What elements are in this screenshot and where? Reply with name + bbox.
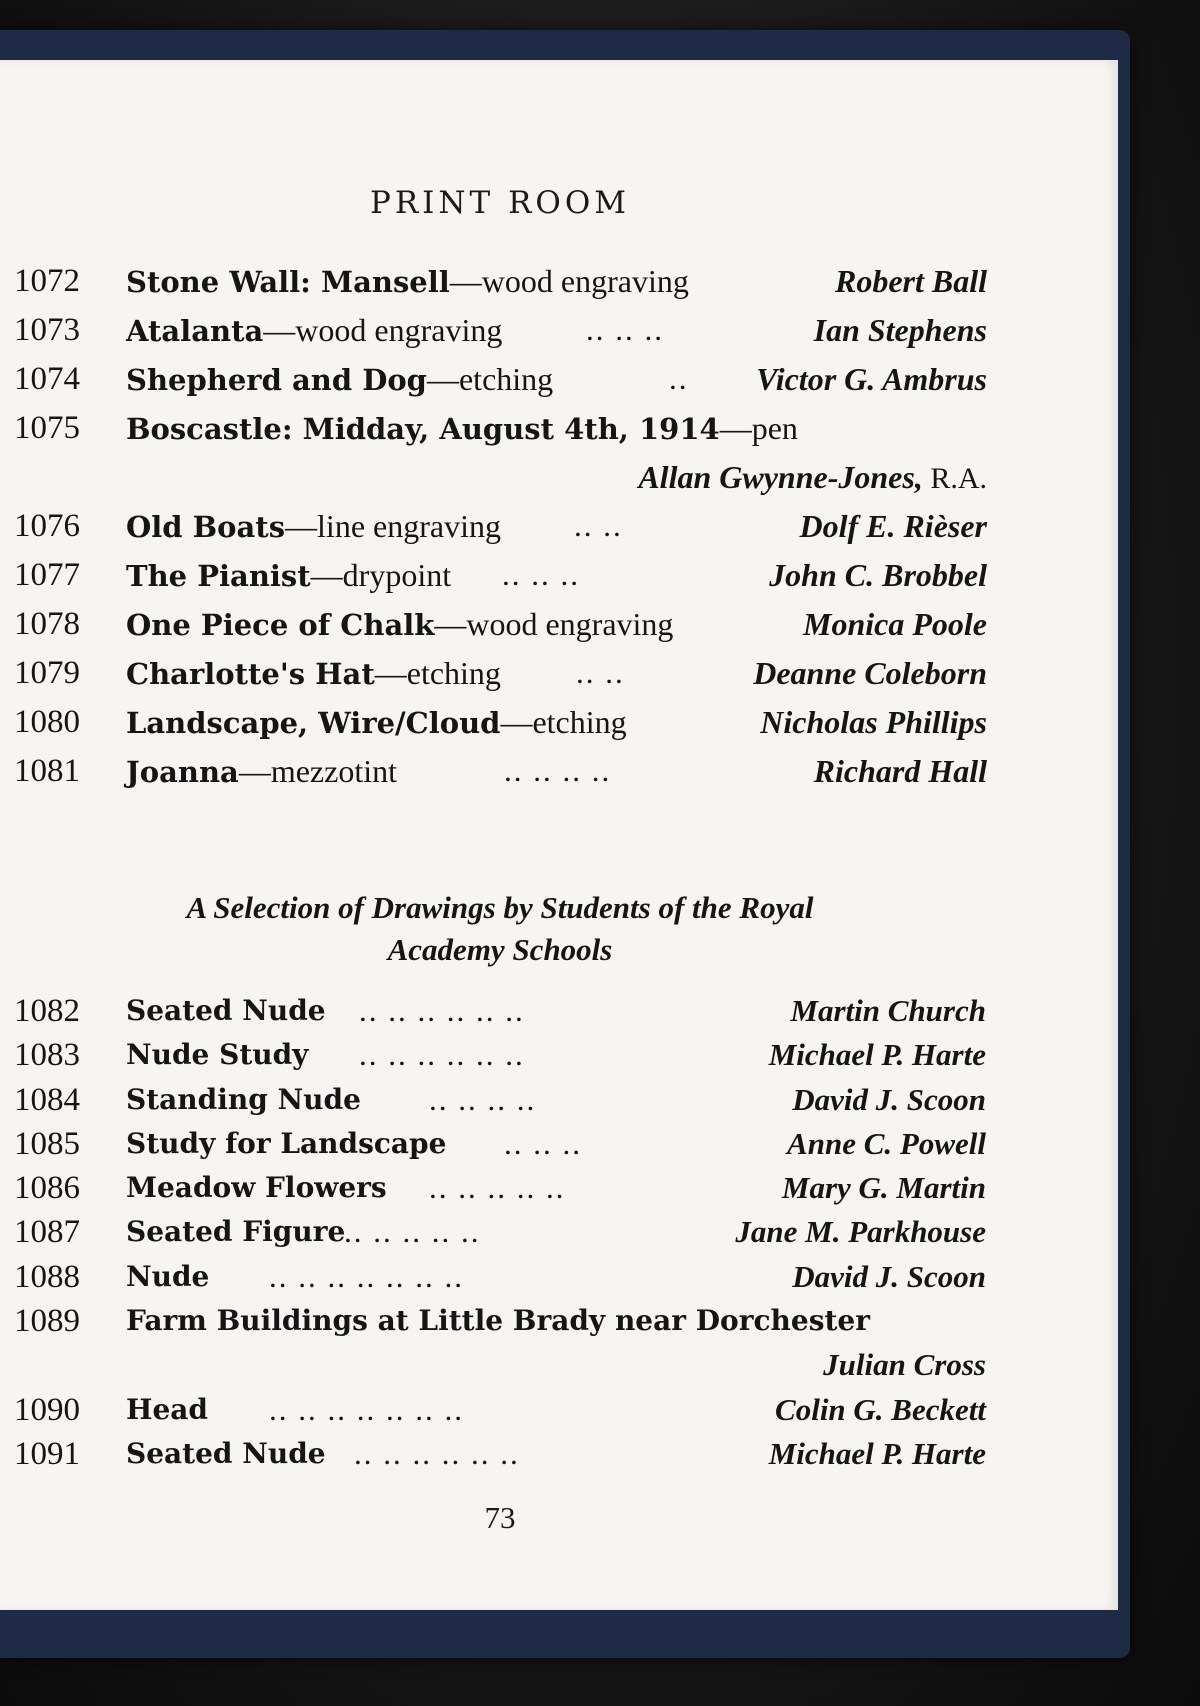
- list-item: [14, 1029, 986, 1073]
- entry-description: [126, 1436, 326, 1470]
- entry-description: [126, 557, 451, 594]
- entry-number: 1091: [14, 1435, 80, 1472]
- entry-title: Charlotte's Hat: [126, 657, 375, 691]
- leader-dots: .. .. .. .. ..: [429, 1170, 566, 1206]
- print-list: [14, 255, 987, 794]
- list-item: [14, 500, 987, 549]
- entry-medium: —etching: [500, 704, 627, 740]
- leader-dots: .. .. .. .. .. .. ..: [269, 1258, 464, 1294]
- entry-artist: Ian Stephens: [813, 312, 987, 348]
- entry-title: Nude: [126, 1259, 210, 1293]
- leader-dots: .. .. .. .. .. ..: [354, 1435, 520, 1471]
- list-item: [14, 1295, 986, 1339]
- entry-title: Seated Nude: [126, 994, 326, 1027]
- entry-description: [126, 410, 798, 447]
- entry-artist: Martin Church: [790, 993, 986, 1028]
- entry-number: 1087: [14, 1214, 80, 1251]
- leader-dots: .. .. ..: [504, 1125, 582, 1161]
- entry-number: 1074: [14, 361, 80, 397]
- list-item: [14, 402, 987, 451]
- entry-description: [126, 263, 689, 300]
- entry-description: [126, 1170, 387, 1204]
- entry-medium: —wood engraving: [263, 312, 503, 348]
- entry-artist: Allan Gwynne-Jones, R.A.: [638, 459, 987, 495]
- list-item-continuation: [14, 451, 987, 500]
- leader-dots: .. .. ..: [502, 557, 580, 592]
- entry-description: [126, 1392, 208, 1426]
- list-item: [14, 1118, 986, 1162]
- entry-number: 1077: [14, 557, 80, 593]
- leader-dots: .. .. .. .. .. .. ..: [269, 1391, 464, 1427]
- entry-artist: Robert Ball: [834, 263, 987, 299]
- entry-title: Joanna: [126, 755, 239, 789]
- drawing-list: [14, 985, 986, 1472]
- entry-description: [126, 1303, 870, 1337]
- entry-number: 1083: [14, 1037, 80, 1074]
- entry-title: Stone Wall: Mansell: [126, 265, 450, 299]
- entry-title: Shepherd and Dog: [126, 363, 427, 397]
- entry-title: Standing Nude: [126, 1082, 361, 1116]
- entry-title: One Piece of Chalk: [126, 608, 435, 642]
- entry-number: 1084: [14, 1081, 80, 1118]
- entry-description: [126, 655, 501, 692]
- list-item-continuation: [14, 1339, 986, 1383]
- entry-title: Farm Buildings at Little Brady near Dorchester: [126, 1304, 870, 1338]
- entry-medium: —drypoint: [310, 557, 452, 593]
- list-item: [14, 1074, 986, 1118]
- entry-description: [126, 704, 627, 741]
- list-item: [14, 304, 987, 353]
- entry-title: Seated Figure: [126, 1215, 346, 1249]
- entry-medium: —wood engraving: [449, 263, 689, 299]
- entry-number: 1088: [14, 1258, 80, 1295]
- entry-artist: Deanne Coleborn: [753, 655, 987, 691]
- entry-artist: David J. Scoon: [792, 1258, 986, 1294]
- entry-medium: —line engraving: [285, 508, 501, 544]
- entry-medium: —etching: [374, 655, 501, 691]
- entry-artist: Nicholas Phillips: [760, 704, 987, 740]
- list-item: [14, 549, 987, 598]
- entry-artist: Anne C. Powell: [787, 1125, 986, 1161]
- entry-number: 1082: [14, 993, 80, 1029]
- entry-medium: —pen: [719, 410, 798, 446]
- entry-number: 1086: [14, 1170, 80, 1207]
- list-item: [14, 1428, 986, 1472]
- page-title: PRINT ROOM: [369, 185, 630, 221]
- entry-title: Head: [126, 1392, 208, 1426]
- leader-dots: .. .. .. .. .. ..: [359, 1037, 525, 1073]
- entry-title: Boscastle: Midday, August 4th, 1914: [126, 412, 720, 446]
- section-heading: [0, 887, 1000, 971]
- list-item: [14, 696, 987, 745]
- leader-dots: .. .. .. .. .. ..: [359, 993, 525, 1028]
- list-item: [14, 255, 987, 304]
- book-page: [0, 60, 1118, 1610]
- entry-artist: Colin G. Beckett: [775, 1391, 986, 1427]
- entry-title: The Pianist: [126, 559, 311, 593]
- leader-dots: .. ..: [576, 655, 625, 690]
- entry-description: [126, 508, 501, 545]
- entry-title: Nude Study: [126, 1038, 309, 1072]
- artist-suffix: R.A.: [922, 462, 987, 495]
- section-heading-line1: A Selection of Drawings by Students of the Royal: [186, 890, 814, 925]
- entry-title: Atalanta: [126, 314, 264, 348]
- entry-number: 1090: [14, 1391, 80, 1428]
- list-item: [14, 985, 986, 1029]
- leader-dots: .. .. ..: [586, 312, 664, 347]
- entry-title: Old Boats: [126, 510, 286, 544]
- entry-number: 1075: [14, 410, 80, 446]
- entry-description: [126, 1259, 209, 1293]
- list-item: [14, 1206, 986, 1250]
- entry-medium: —mezzotint: [238, 753, 397, 789]
- entry-description: [126, 361, 553, 398]
- entry-description: [126, 606, 673, 643]
- list-item: [14, 1162, 986, 1206]
- leader-dots: .. .. .. ..: [504, 753, 612, 788]
- entry-artist: John C. Brobbel: [769, 557, 987, 593]
- entry-number: 1076: [14, 508, 80, 544]
- entry-artist: Dolf E. Rièser: [799, 508, 987, 544]
- entry-description: [126, 1126, 446, 1160]
- entry-artist: Jane M. Parkhouse: [735, 1214, 986, 1250]
- leader-dots: ..: [669, 361, 689, 396]
- entry-artist: Julian Cross: [823, 1347, 986, 1383]
- list-item: [14, 1384, 986, 1428]
- list-item: [14, 745, 987, 794]
- entry-artist: David J. Scoon: [792, 1081, 986, 1117]
- entry-medium: —etching: [426, 361, 554, 397]
- entry-number: 1073: [14, 312, 80, 348]
- entry-number: 1080: [14, 704, 80, 740]
- entry-number: 1072: [14, 263, 80, 299]
- entry-medium: —wood engraving: [434, 606, 674, 642]
- list-item: [14, 1251, 986, 1295]
- entry-artist: Michael P. Harte: [768, 1435, 986, 1471]
- entry-description: [126, 993, 326, 1027]
- entry-artist: Monica Poole: [803, 606, 987, 642]
- entry-title: Landscape, Wire/Cloud: [126, 706, 501, 740]
- list-item: [14, 353, 987, 402]
- entry-artist: Michael P. Harte: [768, 1037, 986, 1073]
- leader-dots: .. .. .. .. ..: [344, 1214, 481, 1250]
- section-heading-line2: Academy Schools: [387, 932, 613, 967]
- entry-number: 1079: [14, 655, 80, 691]
- entry-description: [126, 1082, 361, 1116]
- entry-number: 1078: [14, 606, 80, 642]
- list-item: [14, 647, 987, 696]
- entry-number: 1089: [14, 1303, 80, 1340]
- entry-title: Seated Nude: [126, 1436, 326, 1470]
- entry-description: [126, 312, 502, 349]
- leader-dots: .. .. .. ..: [429, 1081, 537, 1117]
- entry-artist: Victor G. Ambrus: [756, 361, 987, 397]
- entry-artist: Richard Hall: [813, 753, 987, 789]
- page-number: 73: [484, 1500, 516, 1535]
- entry-number: 1081: [14, 753, 80, 789]
- list-item: [14, 598, 987, 647]
- entry-title: Meadow Flowers: [126, 1171, 387, 1205]
- entry-description: [126, 753, 397, 790]
- entry-artist: Mary G. Martin: [781, 1170, 986, 1206]
- leader-dots: .. ..: [574, 508, 623, 543]
- entry-title: Study for Landscape: [126, 1126, 447, 1160]
- entry-description: [126, 1037, 308, 1071]
- entry-number: 1085: [14, 1125, 80, 1162]
- entry-description: [126, 1214, 345, 1248]
